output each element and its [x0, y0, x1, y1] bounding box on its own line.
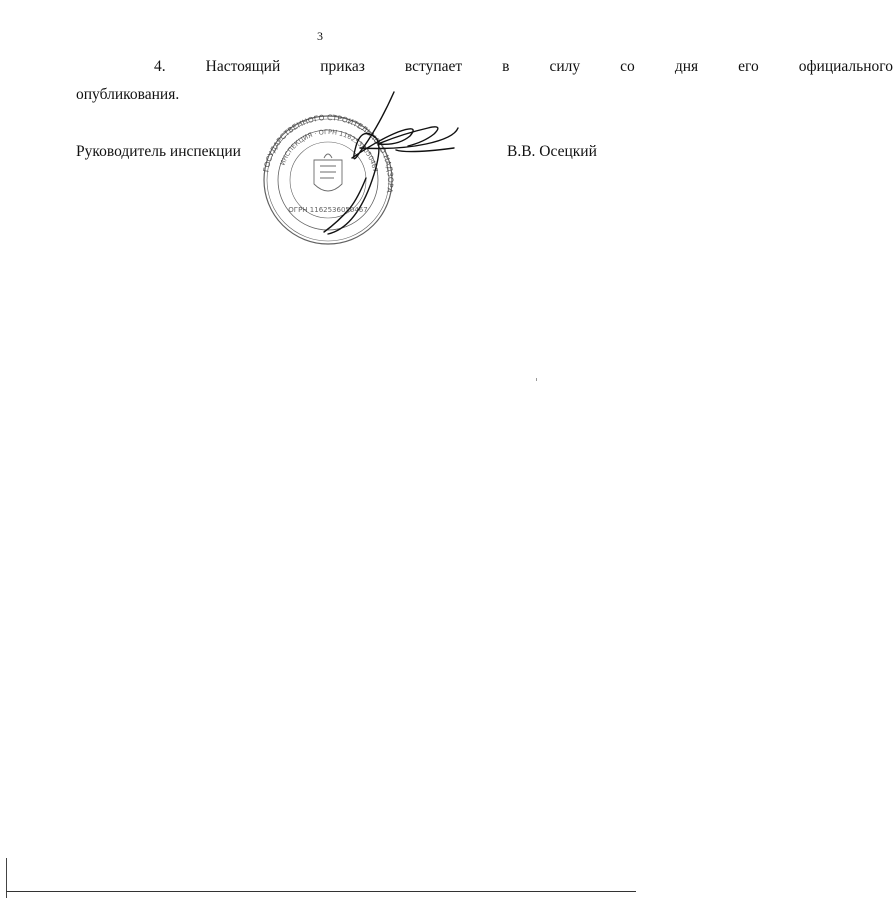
paragraph-word: официального [798, 58, 893, 75]
stamp-outer-text-content: ГОСУДАРСТВЕННОГО СТРОИТЕЛЬНОГО НАДЗОРА [261, 112, 396, 194]
paragraph-word: 4. [154, 58, 166, 75]
stamp-emblem-icon [314, 154, 342, 191]
signatory-position: Руководитель инспекции [76, 143, 241, 160]
scan-edge-bottom [6, 891, 636, 892]
paragraph-word: со [620, 58, 635, 75]
paragraph-word: приказ [320, 58, 365, 75]
paragraph-word: дня [674, 58, 699, 75]
paragraph-word: его [738, 58, 759, 75]
signatory-name: В.В. Осецкий [507, 143, 597, 160]
page-number: 3 [317, 29, 323, 43]
scan-speck [536, 378, 537, 381]
stamp-ogrn-text: ОГРН 1162536050467 [288, 206, 368, 214]
paragraph-line-1 [76, 53, 893, 81]
paragraph-line-2: опубликования. [76, 86, 180, 103]
scan-edge-left [6, 858, 7, 898]
paragraph-word: вступает [404, 58, 463, 75]
paragraph-word: силу [549, 58, 581, 75]
paragraph-word: в [502, 58, 510, 75]
official-stamp-and-signature [258, 88, 478, 248]
paragraph-word: Настоящий [205, 58, 281, 75]
stamp-inner-text-content: ИНСПЕКЦИЯ · ОГРН 1162536050467 [278, 127, 380, 174]
